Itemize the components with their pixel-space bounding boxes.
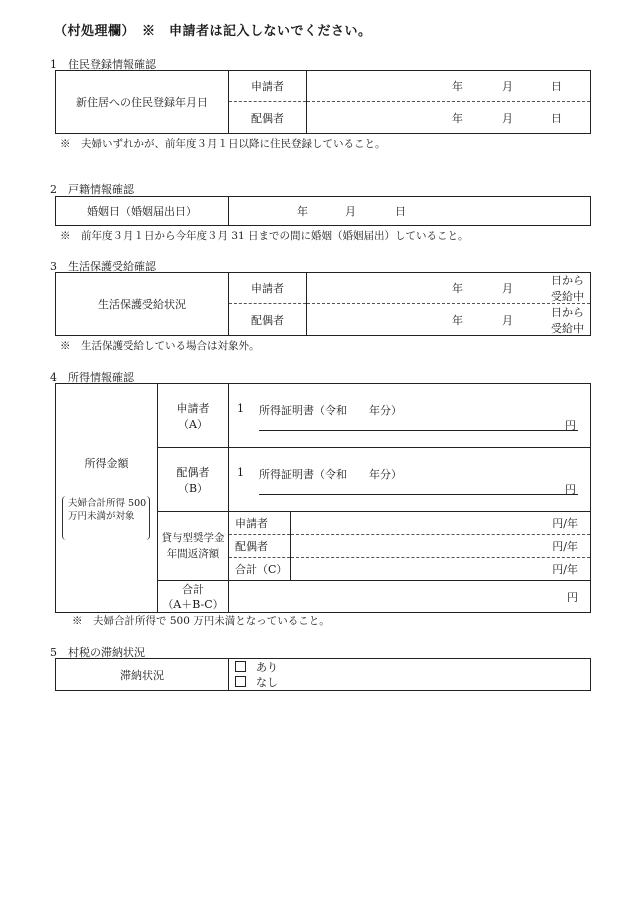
applicant-label: 申請者 bbox=[229, 71, 307, 102]
scholarship-spouse-field[interactable]: 円/年 bbox=[291, 535, 591, 558]
page-title: （村処理欄） ※ 申請者は記入しないでください。 bbox=[54, 24, 372, 39]
section-2-heading: 2 戸籍情報確認 bbox=[50, 183, 134, 196]
tax-arrears-label: 滞納状況 bbox=[56, 659, 229, 691]
marriage-date-label: 婚姻日（婚姻届出日） bbox=[56, 197, 229, 226]
spouse-b-label: 配偶者 （B） bbox=[158, 448, 229, 512]
option-yes[interactable]: あり bbox=[235, 660, 590, 675]
grand-total-field[interactable]: 円 bbox=[229, 581, 591, 613]
grand-total-label: 合計 （A＋B-C） bbox=[158, 581, 229, 613]
resident-registration-label: 新住居への住民登録年月日 bbox=[56, 71, 229, 134]
section-4-heading: 4 所得情報確認 bbox=[50, 371, 134, 384]
spouse-income-field[interactable]: 1 所得証明書（令和 年分） 円 bbox=[229, 448, 591, 512]
applicant-welfare-field[interactable]: 年 月 日から受給中 bbox=[307, 273, 591, 304]
resident-registration-table bbox=[55, 70, 591, 134]
scholarship-repayment-label: 貸与型奨学金年間返済額 bbox=[158, 512, 229, 581]
income-table bbox=[55, 383, 591, 613]
section-4-note: ※ 夫婦合計所得で 500 万円未満となっていること。 bbox=[72, 615, 330, 627]
option-no[interactable]: なし bbox=[235, 675, 590, 690]
section-3-heading: 3 生活保護受給確認 bbox=[50, 260, 156, 273]
scholarship-applicant-label: 申請者 bbox=[229, 512, 291, 535]
section-5-heading: 5 村税の滞納状況 bbox=[50, 646, 145, 659]
tax-arrears-table bbox=[55, 658, 591, 691]
spouse-date-field[interactable]: 年 月 日 bbox=[307, 102, 591, 134]
applicant-date-field[interactable]: 年 月 日 bbox=[307, 71, 591, 102]
income-amount-cell bbox=[56, 384, 158, 613]
marriage-table bbox=[55, 196, 591, 226]
scholarship-spouse-label: 配偶者 bbox=[229, 535, 291, 558]
scholarship-total-field[interactable]: 円/年 bbox=[291, 558, 591, 581]
section-1-heading: 1 住民登録情報確認 bbox=[50, 58, 156, 71]
income-amount-label: 所得金額 bbox=[84, 456, 129, 470]
applicant-a-label: 申請者 （A） bbox=[158, 384, 229, 448]
income-limit-note: 夫婦合計所得 500 万円未満が対象 bbox=[68, 497, 147, 522]
spouse-label: 配偶者 bbox=[229, 304, 307, 336]
applicant-label: 申請者 bbox=[229, 273, 307, 304]
spouse-welfare-field[interactable]: 年 月 日から受給中 bbox=[307, 304, 591, 336]
welfare-status-label: 生活保護受給状況 bbox=[56, 273, 229, 336]
tax-arrears-options bbox=[229, 659, 591, 691]
income-limit-bracket bbox=[56, 492, 156, 548]
scholarship-total-label: 合計（C） bbox=[229, 558, 291, 581]
scholarship-applicant-field[interactable]: 円/年 bbox=[291, 512, 591, 535]
applicant-income-field[interactable]: 1 所得証明書（令和 年分） 円 bbox=[229, 384, 591, 448]
marriage-date-field[interactable]: 年 月 日 bbox=[229, 197, 591, 226]
checkbox-no[interactable] bbox=[235, 676, 246, 687]
section-1-note: ※ 夫婦いずれかが、前年度３月１日以降に住民登録していること。 bbox=[60, 138, 386, 150]
checkbox-yes[interactable] bbox=[235, 661, 246, 672]
spouse-label: 配偶者 bbox=[229, 102, 307, 134]
section-3-note: ※ 生活保護受給している場合は対象外。 bbox=[60, 340, 260, 352]
section-2-note: ※ 前年度３月１日から今年度３月 31 日までの間に婚姻（婚姻届出）していること。 bbox=[60, 230, 469, 242]
welfare-table bbox=[55, 272, 591, 336]
